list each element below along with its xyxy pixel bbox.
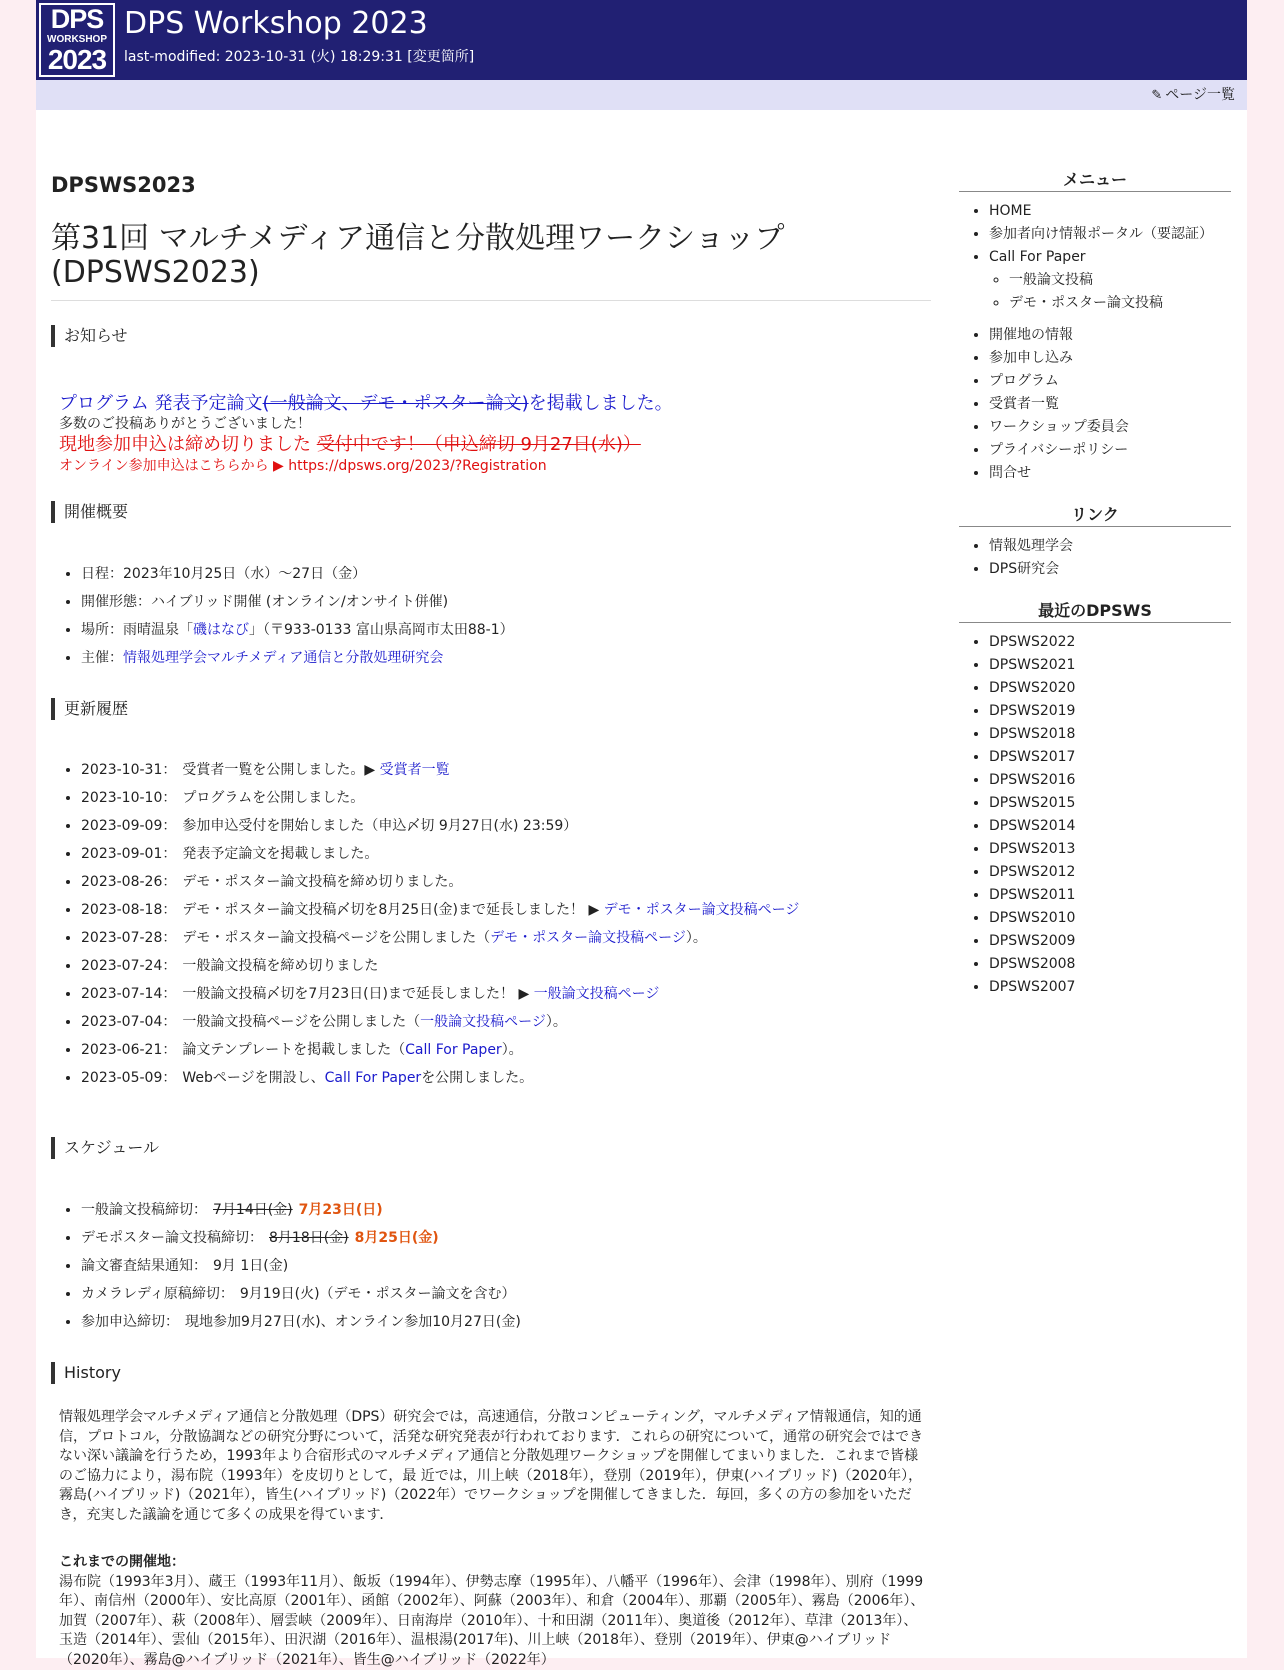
submenu-item xyxy=(1009,293,1163,316)
recent-item-link[interactable]: DPSWS2013 xyxy=(989,841,1076,857)
link-item xyxy=(989,536,1073,559)
menu-item-link[interactable]: ワークショップ委員会 xyxy=(989,419,1129,435)
update-date: 2023-09-01： xyxy=(81,846,177,862)
schedule-label: 参加申込締切： xyxy=(81,1314,179,1330)
menu-item-link[interactable]: プログラム xyxy=(989,373,1059,389)
links-list xyxy=(959,536,1073,582)
recent-item xyxy=(989,954,1075,977)
update-item xyxy=(81,984,799,1012)
update-date: 2023-08-18： xyxy=(81,902,177,918)
recent-dpsws-heading: 最近のDPSWS xyxy=(959,600,1231,623)
schedule-label: デモポスター論文投稿締切： xyxy=(81,1230,263,1246)
recent-item xyxy=(989,724,1075,747)
page xyxy=(36,0,1247,1668)
overview-host xyxy=(81,648,514,676)
schedule-old-date: 8月18日(金) xyxy=(269,1230,349,1246)
page-list-link[interactable] xyxy=(1151,86,1235,105)
recent-item-link[interactable]: DPSWS2021 xyxy=(989,657,1076,673)
navbar xyxy=(36,80,1247,110)
update-date: 2023-10-10： xyxy=(81,790,177,806)
menu-item-link[interactable]: プライバシーポリシー xyxy=(989,442,1129,458)
update-date: 2023-06-21： xyxy=(81,1042,177,1058)
update-text-after: を公開しました。 xyxy=(421,1070,534,1086)
overview-heading: 開催概要 xyxy=(51,501,128,523)
schedule-item xyxy=(81,1200,521,1228)
schedule-date: 現地参加9月27日(水)、オンライン参加10月27日(金) xyxy=(185,1314,521,1330)
update-link[interactable]: 一般論文投稿ページ xyxy=(420,1014,546,1030)
schedule-label: カメラレディ原稿締切： xyxy=(81,1286,234,1302)
recent-item xyxy=(989,655,1075,678)
page-list-icon: ✎ xyxy=(1151,88,1163,103)
update-link[interactable]: デモ・ポスター論文投稿ページ xyxy=(603,902,800,918)
recent-item xyxy=(989,885,1075,908)
update-text: デモ・ポスター論文投稿を締め切りました。 xyxy=(182,874,463,890)
link-item-link[interactable]: 情報処理学会 xyxy=(989,538,1073,554)
menu-item-link[interactable]: 問合せ xyxy=(989,465,1031,481)
update-text: 発表予定論文を掲載しました。 xyxy=(182,846,379,862)
menu-item xyxy=(989,247,1213,270)
overview-place-address: 」（〒933-0133 富山県高岡市太田88-1） xyxy=(249,622,514,638)
update-item xyxy=(81,844,799,872)
page-list-label: ページ一覧 xyxy=(1165,87,1235,103)
overview-place xyxy=(81,620,514,648)
notice-registration-closed xyxy=(59,433,641,457)
update-date: 2023-07-28： xyxy=(81,930,177,946)
recent-item-link[interactable]: DPSWS2012 xyxy=(989,864,1076,880)
update-item xyxy=(81,760,799,788)
update-item xyxy=(81,1012,799,1040)
schedule-item xyxy=(81,1228,521,1256)
update-text: 一般論文投稿ページを公開しました（ xyxy=(182,1014,421,1030)
submenu-item-link[interactable]: 一般論文投稿 xyxy=(1009,272,1093,288)
recent-item-link[interactable]: DPSWS2014 xyxy=(989,818,1076,834)
update-date: 2023-05-09： xyxy=(81,1070,177,1086)
menu-heading: メニュー xyxy=(959,169,1231,192)
schedule-heading: スケジュール xyxy=(51,1137,159,1159)
update-item xyxy=(81,1040,799,1068)
venue-link[interactable]: 磯はなび xyxy=(193,622,249,638)
schedule-label: 一般論文投稿締切： xyxy=(81,1202,207,1218)
update-date: 2023-09-09： xyxy=(81,818,177,834)
link-item xyxy=(989,559,1073,582)
recent-item xyxy=(989,862,1075,885)
call-for-paper-submenu xyxy=(979,270,1163,316)
schedule-date: 9月19日(火)（デモ・ポスター論文を含む） xyxy=(239,1286,516,1302)
notice-closed-text: 現地参加申込は締め切りました xyxy=(59,434,317,455)
update-link[interactable]: デモ・ポスター論文投稿ページ xyxy=(490,930,686,946)
menu-item xyxy=(989,440,1129,463)
site-title: DPS Workshop 2023 xyxy=(124,6,428,41)
schedule-new-date: 7月23日(日) xyxy=(298,1202,383,1218)
overview-list xyxy=(51,564,514,676)
page-title: 第31回 マルチメディア通信と分散処理ワークショップ (DPSWS2023) xyxy=(51,222,931,301)
recent-item-link[interactable]: DPSWS2016 xyxy=(989,772,1076,788)
update-text-after: ）。 xyxy=(501,1042,523,1058)
past-venues-list: 湯布院（1993年3月）、蔵王（1993年11月）、飯坂（1994年）、伊勢志摩（1995年）、八幡平（1996年）、会津（1998年）、別府（1999年）、南信州（2000年）、安比高原（2001年）、函館（2002年）、阿蘇（2003年）、和倉（2004年）、那覇（2005年）、霧島（2006年）、加賀（2007年）、萩（2008年）、層雲峡（2009年）、日南海岸（2010年）、十和田湖（2011年）、奥道後（2012年）、草津（2013年）、玉造（2014年）、雲仙（2015年）、田沢湖（2016年）、温根湯(2017年)、川上峡（2018年）、登別（2019年）、伊東@ハイブリッド（2020年）、霧島@ハイブリッド（2021年）、皆生@ハイブリッド（2022年） xyxy=(59,1573,925,1668)
schedule-label: 論文審査結果通知： xyxy=(81,1258,207,1274)
page-name: DPSWS2023 xyxy=(51,173,196,197)
update-item xyxy=(81,956,799,984)
notice-online-text: オンライン参加申込はこちらから ▶ xyxy=(59,458,289,474)
notice-online-registration xyxy=(59,457,547,475)
recent-item-link[interactable]: DPSWS2017 xyxy=(989,749,1076,765)
recent-item xyxy=(989,747,1075,770)
update-date: 2023-08-26： xyxy=(81,874,177,890)
schedule-item xyxy=(81,1312,521,1340)
recent-item xyxy=(989,816,1075,839)
menu-item xyxy=(989,394,1129,417)
update-text-after: ）。 xyxy=(685,930,707,946)
host-link[interactable]: 情報処理学会マルチメディア通信と分散処理研究会 xyxy=(123,650,444,666)
schedule-list xyxy=(51,1200,521,1340)
menu-item-link[interactable]: 受賞者一覧 xyxy=(989,396,1059,412)
menu-item-link[interactable]: HOME xyxy=(989,203,1032,219)
notice-closed-strike: 受付中です！（申込締切 9月27日(水)） xyxy=(316,434,641,455)
update-text: デモ・ポスター論文投稿ページを公開しました（ xyxy=(182,930,491,946)
menu-list-2 xyxy=(959,325,1129,486)
registration-link[interactable]: https://dpsws.org/2023/?Registration xyxy=(288,458,547,474)
update-history-list xyxy=(51,760,799,1096)
recent-item-link[interactable]: DPSWS2020 xyxy=(989,680,1076,696)
recent-item-link[interactable]: DPSWS2009 xyxy=(989,933,1076,949)
recent-item xyxy=(989,632,1075,655)
notice-heading: お知らせ xyxy=(51,325,128,347)
update-link[interactable]: 受賞者一覧 xyxy=(379,762,450,778)
recent-item-link[interactable]: DPSWS2019 xyxy=(989,703,1076,719)
schedule-item xyxy=(81,1284,521,1312)
last-modified: last-modified: 2023-10-31 (火) 18:29:31 [変更箇所] xyxy=(124,49,475,65)
update-item xyxy=(81,1068,799,1096)
recent-item-link[interactable]: DPSWS2022 xyxy=(989,634,1076,650)
menu-item-link[interactable]: Call For Paper xyxy=(989,249,1086,265)
overview-host-label: 主催： xyxy=(81,650,123,666)
menu-item xyxy=(989,224,1213,247)
recent-item xyxy=(989,977,1075,1000)
update-text: 参加申込受付を開始しました（申込〆切 9月27日(水) 23:59） xyxy=(182,818,578,834)
recent-item xyxy=(989,701,1075,724)
menu-item xyxy=(989,463,1129,486)
recent-item xyxy=(989,793,1075,816)
recent-item-link[interactable]: DPSWS2011 xyxy=(989,887,1076,903)
past-venues xyxy=(59,1553,927,1670)
menu-item xyxy=(989,201,1213,224)
update-text-after: ）。 xyxy=(545,1014,567,1030)
notice-program-strike: (一般論文、デモ・ポスター論文) xyxy=(262,393,529,414)
schedule-old-date: 7月14日(金) xyxy=(213,1202,293,1218)
header xyxy=(36,0,1247,80)
update-text: 一般論文投稿を締め切りました xyxy=(182,958,379,974)
history-heading: History xyxy=(51,1362,121,1384)
links-heading: リンク xyxy=(959,504,1231,527)
update-date: 2023-07-14： xyxy=(81,986,177,1002)
menu-item-link[interactable]: 開催地の情報 xyxy=(989,327,1073,343)
recent-item xyxy=(989,839,1075,862)
logo-text-dps: DPS xyxy=(50,4,104,34)
menu-list xyxy=(959,201,1213,270)
schedule-date: 9月 1日(金) xyxy=(213,1258,289,1274)
recent-item-link[interactable]: DPSWS2015 xyxy=(989,795,1076,811)
recent-item xyxy=(989,908,1075,931)
notice-program[interactable] xyxy=(59,392,673,416)
update-item xyxy=(81,928,799,956)
update-item xyxy=(81,900,799,928)
update-item xyxy=(81,788,799,816)
menu-item xyxy=(989,371,1129,394)
update-text: 一般論文投稿〆切を7月23日(日)まで延長しました！ ▶ xyxy=(182,986,534,1002)
recent-item-link[interactable]: DPSWS2010 xyxy=(989,910,1076,926)
past-venues-label: これまでの開催地： xyxy=(59,1554,185,1570)
update-item xyxy=(81,816,799,844)
menu-item-link[interactable]: 参加申し込み xyxy=(989,350,1073,366)
recent-item xyxy=(989,770,1075,793)
update-date: 2023-07-04： xyxy=(81,1014,177,1030)
schedule-item xyxy=(81,1256,521,1284)
menu-item xyxy=(989,417,1129,440)
update-text: 論文テンプレートを掲載しました（ xyxy=(182,1042,406,1058)
recent-item xyxy=(989,931,1075,954)
recent-item-link[interactable]: DPSWS2008 xyxy=(989,956,1076,972)
notice-program-text: プログラム 発表予定論文 xyxy=(59,393,263,414)
notice-program-text-2: を掲載しました。 xyxy=(528,393,673,414)
update-date: 2023-07-24： xyxy=(81,958,177,974)
menu-item xyxy=(989,325,1129,348)
logo-text-workshop: WORKSHOP xyxy=(47,34,107,45)
logo-text-year: 2023 xyxy=(47,44,107,75)
link-item-link[interactable]: DPS研究会 xyxy=(989,561,1060,577)
schedule-new-date: 8月25日(金) xyxy=(354,1230,439,1246)
update-link[interactable]: Call For Paper xyxy=(324,1070,422,1086)
menu-item-link[interactable]: 参加者向け情報ポータル（要認証） xyxy=(989,226,1213,242)
update-item xyxy=(81,872,799,900)
update-link[interactable]: Call For Paper xyxy=(405,1042,502,1058)
update-text: Webページを開設し、 xyxy=(182,1070,325,1086)
update-history-heading: 更新履歴 xyxy=(51,698,128,720)
overview-place-label: 場所：雨晴温泉「 xyxy=(81,622,193,638)
notice-thanks: 多数のご投稿ありがとうございました！ xyxy=(59,416,311,432)
submenu-item xyxy=(1009,270,1163,293)
history-text: 情報処理学会マルチメディア通信と分散処理（DPS）研究会では，高速通信，分散コンピューティング，マルチメディア情報通信，知的通信，プロトコル，分散協調などの研究分野について，活発な研究発表が行われております．これらの研究について，通常の研究会ではできない深い議論を行うため，1993年より合宿形式のマルチメディア通信と分散処理ワークショップを開催してまいりました．これまで皆様のご協力により，湯布院（1993年）を皮切りとして，最 近では，川上峡（2018年），登別（2019年），伊東(ハイブリッド)（2020年），霧島(ハイブリッド)（2021年），皆生(ハイブリッド)（2022年）でワークショップを開催してきました．毎回，多くの方の参加をいただき，充実した議論を通じて多くの成果を得ています． xyxy=(59,1409,924,1523)
overview-schedule: • 日程：2023年10月25日（水）～27日（金） xyxy=(81,564,514,592)
update-text: 受賞者一覧を公開しました。▶ xyxy=(182,762,380,778)
submenu-item-link[interactable]: デモ・ポスター論文投稿 xyxy=(1009,295,1163,311)
menu-item xyxy=(989,348,1129,371)
site-logo[interactable] xyxy=(39,3,115,77)
update-text: デモ・ポスター論文投稿〆切を8月25日(金)まで延長しました！ ▶ xyxy=(182,902,604,918)
overview-format: • 開催形態：ハイブリッド開催 (オンライン/オンサイト併催) xyxy=(81,592,514,620)
recent-item-link[interactable]: DPSWS2007 xyxy=(989,979,1076,995)
update-date: 2023-10-31： xyxy=(81,762,177,778)
update-link[interactable]: 一般論文投稿ページ xyxy=(533,986,660,1002)
recent-item xyxy=(989,678,1075,701)
recent-item-link[interactable]: DPSWS2018 xyxy=(989,726,1076,742)
recent-dpsws-list xyxy=(959,632,1075,1000)
update-text: プログラムを公開しました。 xyxy=(182,790,365,806)
